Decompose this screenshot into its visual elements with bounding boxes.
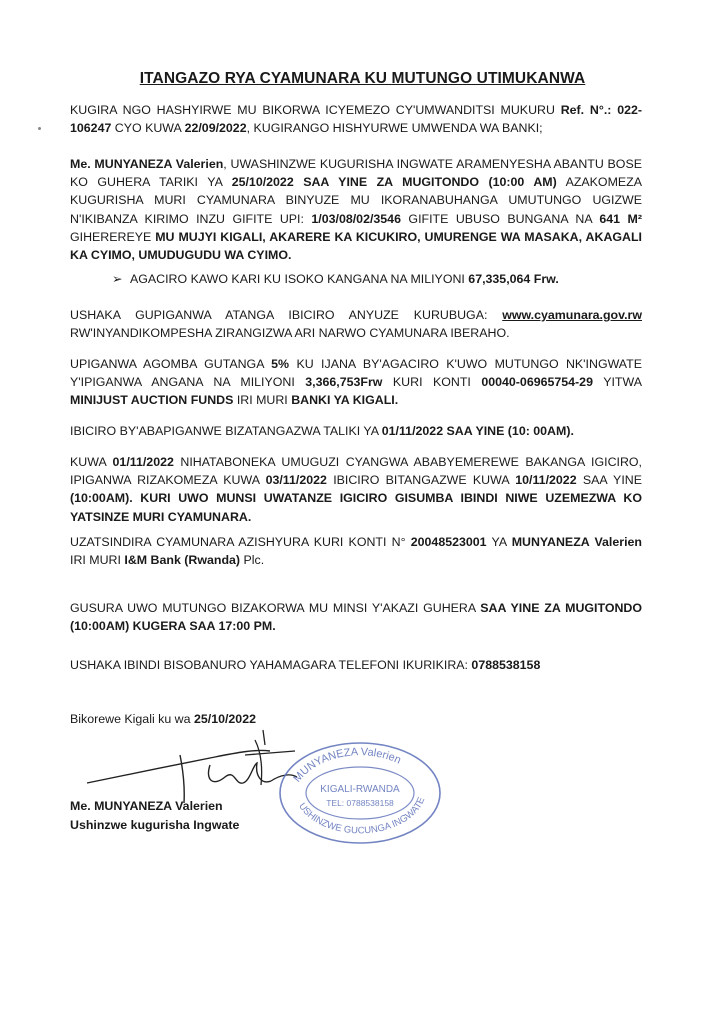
bullet-market-value: ➢ AGACIRO KAWO KARI KU ISOKO KANGANA NA MILIYONI 67,335,064 Frw. bbox=[112, 272, 559, 286]
signatory-name: Me. MUNYANEZA Valerien bbox=[70, 799, 223, 813]
paragraph-court-order: KUGIRA NGO HASHYIRWE MU BIKORWA ICYEMEZO CY'UMWANDITSI MUKURU Ref. N°.: 022-106247 CYO KUWA 22/09/2022, KUGIRANGO HISHYURWE UMWENDA WA BANKI; bbox=[70, 103, 642, 136]
paragraph-deposit: UPIGANWA AGOMBA GUTANGA 5% KU IJANA BY'AGACIRO K'UWO MUTUNGO NK'INGWATE Y'IPIGANWA ANGANA NA MILIYONI 3,366,753Frw KURI KONTI 00040-06965754-29 YITWA MINIJUST AUCTION FUNDS IRI MURI BANKI YA KIGALI. bbox=[70, 357, 643, 408]
dated-line: Bikorewe Kigali ku wa 25/10/2022 bbox=[70, 712, 256, 726]
scan-speck bbox=[38, 127, 41, 130]
paragraph-schedule: KUWA 01/11/2022 NIHATABONEKA UMUGUZI CYANGWA ABABYEMEREWE BAKANGA IGICIRO, IPIGANWA RIZAKOMEZA KUWA 03/11/2022 IBICIRO BITANGAZWE KUWA 10/11/2022 SAA YINE (10:00AM). KURI UWO MUNSI UWATANZE IGICIRO GISUMBA IBINDI NIWE UZEMEZWA KO YATSINZE MURI CYAMUNARA. bbox=[70, 455, 642, 524]
signatory-block bbox=[70, 797, 239, 834]
document-title: ITANGAZO RYA CYAMUNARA KU MUTUNGO UTIMUKANWA bbox=[139, 70, 586, 87]
paragraph-announcement: Me. MUNYANEZA Valerien, UWASHINZWE KUGURISHA INGWATE ARAMENYESHA ABANTU BOSE KO GUHERA TARIKI YA 25/10/2022 SAA YINE ZA MUGITONDO (10:00 AM) AZAKOMEZA KUGURISHA MURI CYAMUNARA BINYUZE MU IKORANABUHANGA UMUTUNGO UGIZWE N'IKIBANZA KIRIMO INZU GIFITE UPI: 1/03/08/02/3546 GIFITE UBUSO BUNGANA NA 641 M² GIHEREREYE MU MUJYI KIGALI, AKARERE KA KICUKIRO, UMURENGE WA MASAKA, AKAGALI KA CYIMO, UMUDUGUDU WA CYIMO. bbox=[70, 157, 642, 263]
paragraph-payment: UZATSINDIRA CYAMUNARA AZISHYURA KURI KONTI N° 20048523001 YA MUNYANEZA Valerien IRI MURI I&M Bank (Rwanda) Plc. bbox=[70, 535, 642, 568]
paragraph-visiting-hours: GUSURA UWO MUTUNGO BIZAKORWA MU MINSI Y'AKAZI GUHERA SAA YINE ZA MUGITONDO (10:00AM) KUGERA SAA 17:00 PM. bbox=[70, 601, 642, 634]
official-stamp bbox=[275, 737, 445, 847]
paragraph-contact: USHAKA IBINDI BISOBANURO YAHAMAGARA TELEFONI IKURIKIRA: 0788538158 bbox=[70, 658, 541, 672]
paragraph-results-date: IBICIRO BY'ABAPIGANWE BIZATANGAZWA TALIKI YA 01/11/2022 SAA YINE (10: 00AM). bbox=[70, 424, 574, 438]
stamp-city-text: KIGALI-RWANDA bbox=[320, 784, 400, 795]
signatory-role: Ushinzwe kugurisha Ingwate bbox=[70, 817, 240, 832]
paragraph-website: USHAKA GUPIGANWA ATANGA IBICIRO ANYUZE KURUBUGA: www.cyamunara.gov.rw RW'INYANDIKOMPESHA ZIRANGIZWA ARI NARWO CYAMUNARA IBERAHO. bbox=[70, 308, 642, 341]
stamp-top-text: MUNYANEZA Valerien bbox=[291, 746, 403, 785]
auction-website-link[interactable]: www.cyamunara.gov.rw bbox=[502, 308, 642, 322]
stamp-phone-text: TEL: 0788538158 bbox=[326, 798, 394, 808]
stamp-bottom-text: USHINZWE GUCUNGA INGWATE bbox=[296, 795, 428, 837]
arrow-bullet-icon: ➢ bbox=[112, 272, 123, 286]
